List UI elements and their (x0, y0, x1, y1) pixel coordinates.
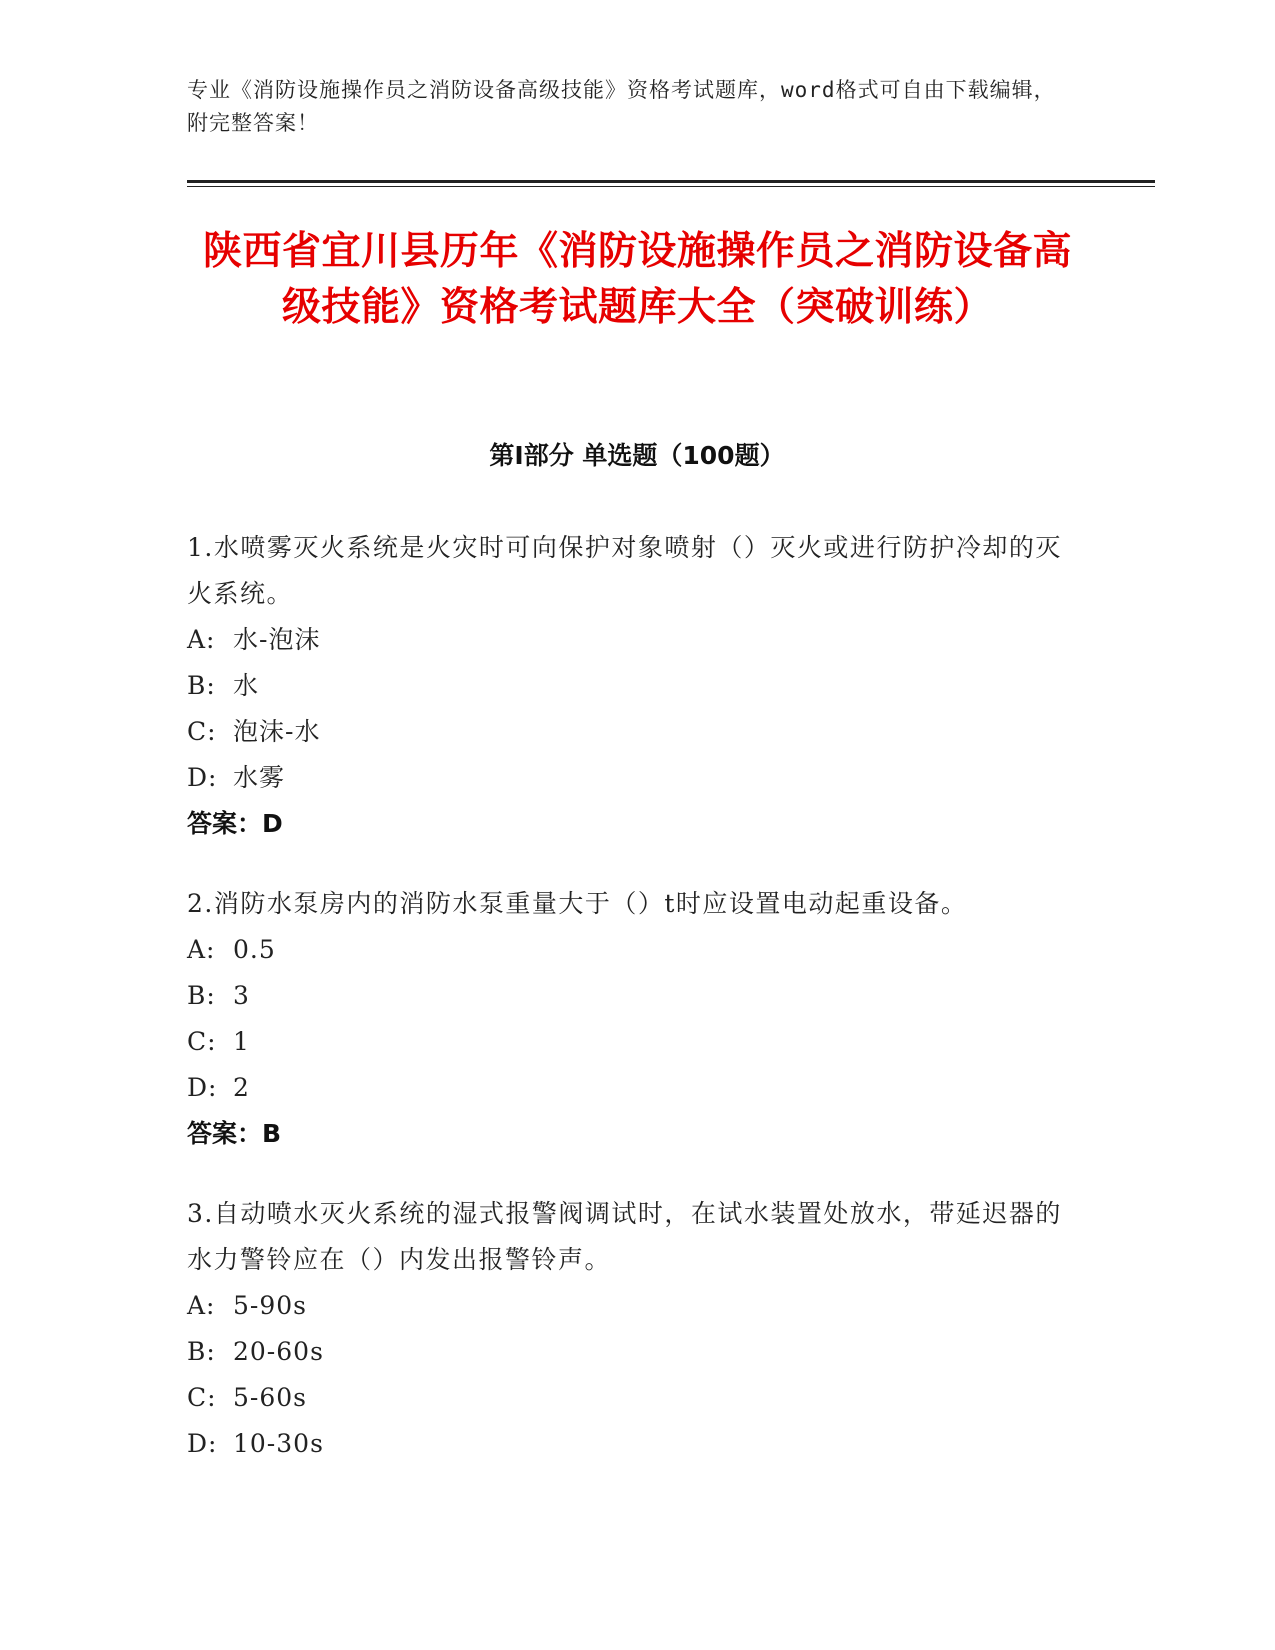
option-key: A: (187, 625, 216, 654)
option-text: 1 (233, 1027, 250, 1056)
question-text: 2.消防水泵房内的消防水泵重量大于（）t时应设置电动起重设备。 (187, 889, 968, 918)
header-divider-thick (187, 180, 1155, 183)
option-d (187, 755, 1087, 801)
answer-line: 答案：D (187, 809, 283, 838)
option-text: 10-30s (233, 1429, 324, 1458)
question-item (187, 1191, 1087, 1467)
option-text: 水雾 (233, 763, 286, 792)
option-key: D: (187, 763, 218, 792)
question-text: 1.水喷雾灭火系统是火灾时可向保护对象喷射（）灭火或进行防护冷却的灭火系统。 (187, 533, 1062, 608)
option-d (187, 1421, 1087, 1467)
question-item (187, 881, 1087, 1157)
option-c (187, 709, 1087, 755)
option-c (187, 1375, 1087, 1421)
option-key: C: (187, 1383, 217, 1412)
option-text: 3 (233, 981, 250, 1010)
option-key: D: (187, 1073, 218, 1102)
option-b (187, 663, 1087, 709)
option-text: 2 (233, 1073, 250, 1102)
option-key: D: (187, 1429, 218, 1458)
document-title: 陕西省宜川县历年《消防设施操作员之消防设备高级技能》资格考试题库大全（突破训练） (202, 229, 1072, 330)
option-text: 水-泡沫 (233, 625, 321, 654)
section-title: 第Ⅰ部分 单选题（100题） (489, 441, 785, 470)
question-item (187, 525, 1087, 847)
option-a (187, 617, 1087, 663)
option-d (187, 1065, 1087, 1111)
option-key: A: (187, 1291, 216, 1320)
option-text: 5-60s (233, 1383, 307, 1412)
option-a (187, 927, 1087, 973)
option-text: 5-90s (233, 1291, 307, 1320)
option-key: B: (187, 981, 216, 1010)
option-key: B: (187, 671, 216, 700)
answer-line: 答案：B (187, 1119, 282, 1148)
header-note: 专业《消防设施操作员之消防设备高级技能》资格考试题库，word格式可自由下载编辑，附完整答案！ (187, 78, 1056, 135)
option-key: B: (187, 1337, 216, 1366)
option-b (187, 973, 1087, 1019)
option-key: C: (187, 1027, 217, 1056)
option-b (187, 1329, 1087, 1375)
option-key: C: (187, 717, 217, 746)
option-text: 泡沫-水 (233, 717, 321, 746)
question-list (187, 525, 1087, 1501)
option-text: 0.5 (233, 935, 276, 964)
option-text: 20-60s (233, 1337, 324, 1366)
header-divider-thin (187, 186, 1155, 187)
option-text: 水 (233, 671, 260, 700)
option-a (187, 1283, 1087, 1329)
option-key: A: (187, 935, 216, 964)
question-text: 3.自动喷水灭火系统的湿式报警阀调试时，在试水装置处放水，带延迟器的水力警铃应在（）内发出报警铃声。 (187, 1199, 1062, 1274)
option-c (187, 1019, 1087, 1065)
